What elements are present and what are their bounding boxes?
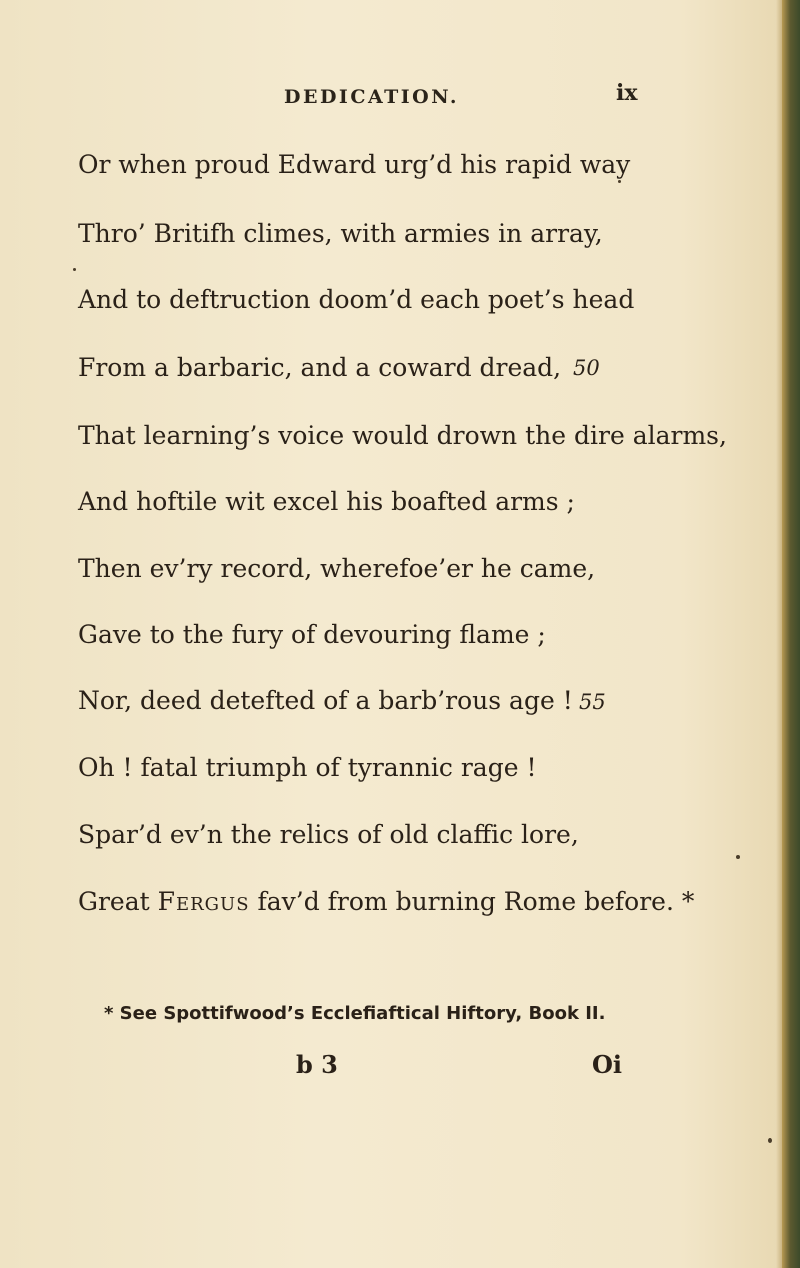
verse-line: And to deftruction doom’d each poet’s head bbox=[78, 285, 635, 314]
line-number: 55 bbox=[579, 690, 606, 714]
book-edge bbox=[782, 0, 800, 1268]
ink-speck bbox=[618, 180, 621, 183]
ink-speck bbox=[768, 1138, 772, 1143]
footnote: * See Spottifwood’s Ecclefiaftical Hiftory, Book II. bbox=[104, 1003, 606, 1024]
line-number: 50 bbox=[573, 356, 600, 380]
name-fergus: Fergus bbox=[157, 887, 250, 916]
catchword: Oi bbox=[592, 1050, 623, 1079]
verse-line: That learning’s voice would drown the dire alarms, bbox=[78, 421, 727, 450]
running-head-title: DEDICATION. bbox=[284, 86, 459, 108]
verse-line: Then ev’ry record, wherefoe’er he came, bbox=[78, 554, 596, 583]
ink-speck bbox=[73, 268, 76, 271]
verse-text: fav’d from burning Rome before. * bbox=[249, 887, 695, 916]
verse-line: And hoftile wit excel his boafted arms ; bbox=[78, 487, 575, 516]
verse-line: Or when proud Edward urg’d his rapid way bbox=[78, 150, 631, 179]
verse-line: Gave to the fury of devouring flame ; bbox=[78, 620, 546, 649]
verse-line bbox=[78, 887, 694, 917]
verse-line: Nor, deed detefted of a barb’rous age ! bbox=[78, 686, 573, 715]
verse-line: From a barbaric, and a coward dread, bbox=[78, 353, 562, 382]
verse-line: Thro’ Britifh climes, with armies in array, bbox=[78, 219, 603, 248]
signature-mark: b 3 bbox=[296, 1050, 338, 1079]
verse-line: Spar’d ev’n the relics of old claffic lore, bbox=[78, 820, 579, 849]
page-number: ix bbox=[616, 80, 638, 106]
verse-line: Oh ! fatal triumph of tyrannic rage ! bbox=[78, 753, 537, 782]
ink-speck bbox=[736, 855, 740, 859]
verse-text: Great bbox=[78, 887, 158, 916]
